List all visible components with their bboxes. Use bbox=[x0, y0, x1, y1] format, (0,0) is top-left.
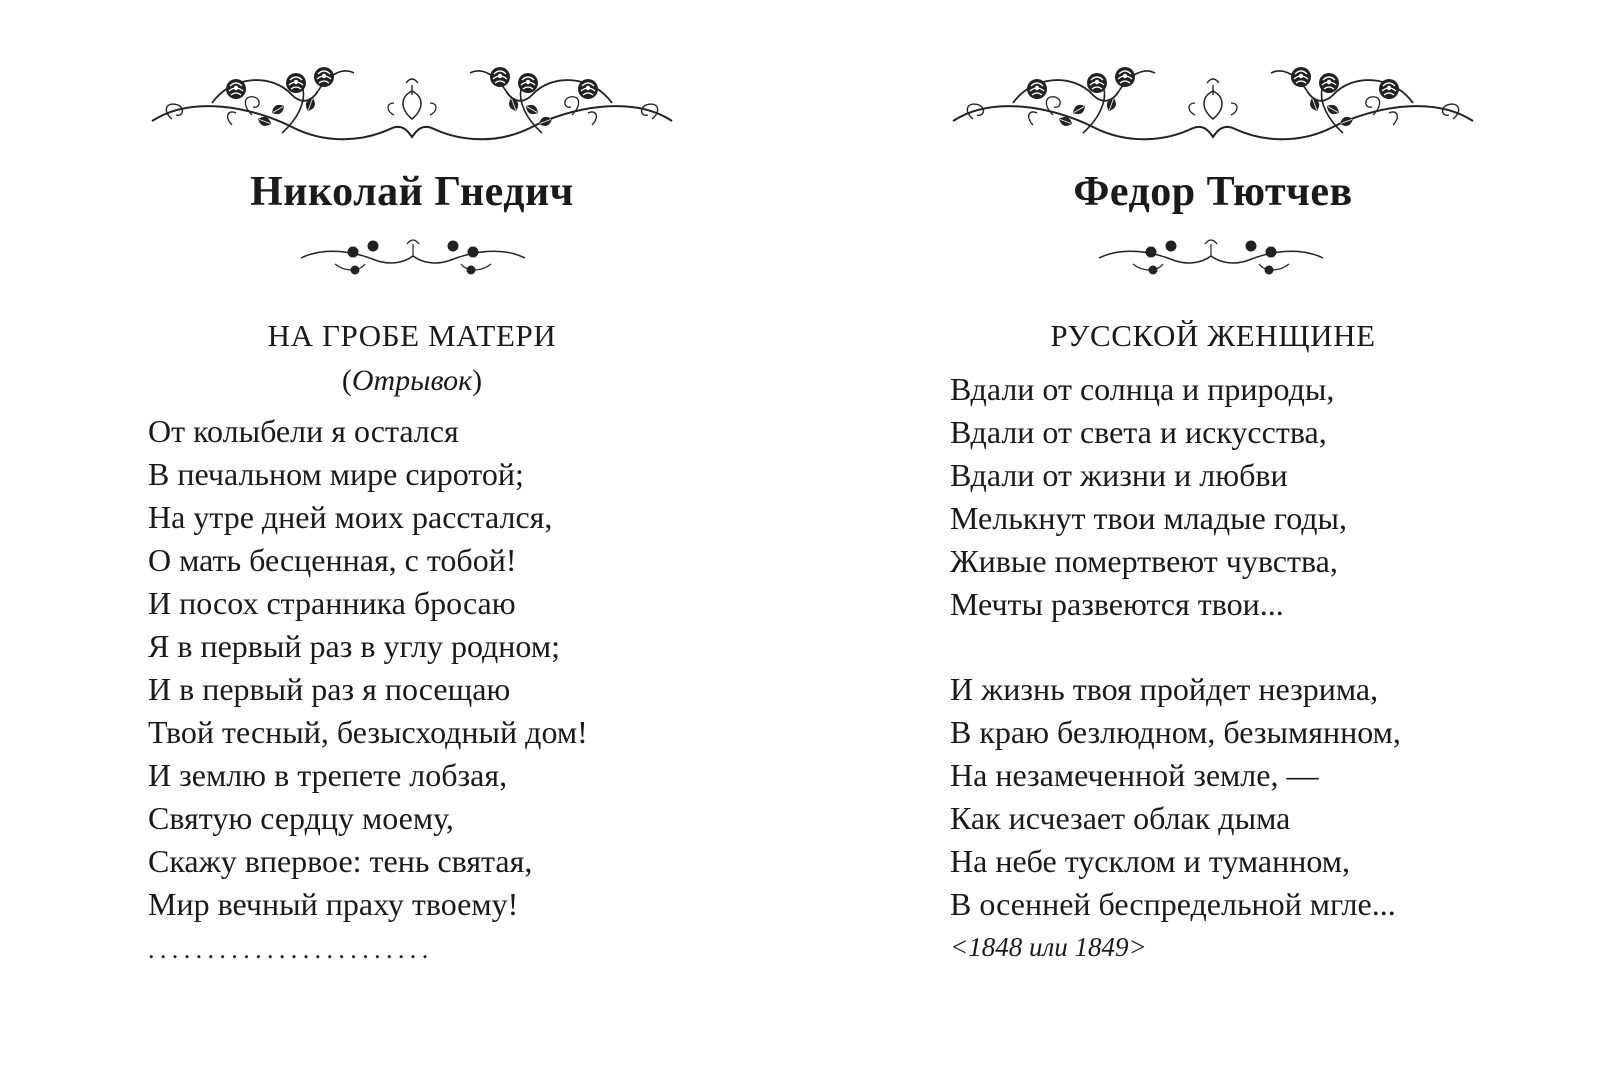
poem-line: На небе тусклом и туманном, bbox=[950, 843, 1351, 879]
poem-line: И в первый раз я посещаю bbox=[148, 671, 511, 707]
poem-line: Как исчезает облак дыма bbox=[950, 800, 1291, 836]
poem-line: Вдали от солнца и природы, bbox=[950, 371, 1335, 407]
poem-line: И жизнь твоя пройдет незрима, bbox=[950, 671, 1379, 707]
poem-date: <1848 или 1849> bbox=[950, 932, 1147, 962]
author-name-right: Федор Тютчев bbox=[1073, 169, 1353, 215]
poem-title-left: НА ГРОБЕ МАТЕРИ bbox=[267, 318, 557, 353]
poem-title-right: РУССКОЙ ЖЕНЩИНЕ bbox=[1050, 318, 1376, 353]
poem-stanza-2 bbox=[950, 668, 1401, 926]
poem-line: Твой тесный, безысходный дом! bbox=[148, 714, 588, 750]
poem-line: Мечты развеются твои... bbox=[950, 586, 1284, 622]
poem-line: Вдали от жизни и любви bbox=[950, 457, 1288, 493]
poem-line: На утре дней моих расстался, bbox=[148, 499, 553, 535]
poem-lines-left bbox=[148, 410, 588, 926]
poem-line: На незамеченной земле, — bbox=[950, 757, 1319, 793]
poem-line: Скажу впервое: тень святая, bbox=[148, 843, 533, 879]
poem-subtitle bbox=[132, 364, 692, 398]
right-page bbox=[805, 0, 1610, 1080]
poem-line: И землю в трепете лобзая, bbox=[148, 757, 508, 793]
poem-line: Я в первый раз в углу родном; bbox=[148, 628, 560, 664]
poem-line: Вдали от света и искусства, bbox=[950, 414, 1327, 450]
poem-line: В печальном мире сиротой; bbox=[148, 456, 524, 492]
floral-ornament-top-right bbox=[933, 55, 1493, 173]
poem-line: В краю безлюдном, безымянном, bbox=[950, 714, 1401, 750]
poem-line: От колыбели я остался bbox=[148, 413, 459, 449]
poem-line: Живые помертвеют чувства, bbox=[950, 543, 1338, 579]
poem-stanza-1 bbox=[950, 368, 1347, 626]
poem-line: О мать бесценная, с тобой! bbox=[148, 542, 517, 578]
subtitle-open-paren: ( bbox=[341, 364, 352, 397]
floral-divider-left bbox=[295, 232, 531, 282]
floral-divider-right bbox=[1093, 232, 1329, 282]
subtitle-close-paren: ) bbox=[472, 364, 483, 397]
poem-line: Святую сердцу моему, bbox=[148, 800, 454, 836]
poem-line: В осенней беспредельной мгле... bbox=[950, 886, 1396, 922]
floral-ornament-top-left bbox=[132, 55, 692, 173]
author-name-left: Николай Гнедич bbox=[250, 169, 574, 215]
poem-line: Мир вечный праху твоему! bbox=[148, 886, 519, 922]
poem-line: Мелькнут твои младые годы, bbox=[950, 500, 1348, 536]
subtitle-text: Отрывок bbox=[351, 364, 473, 397]
omission-dots: ........................ bbox=[148, 935, 434, 964]
poem-line: И посох странника бросаю bbox=[148, 585, 516, 621]
